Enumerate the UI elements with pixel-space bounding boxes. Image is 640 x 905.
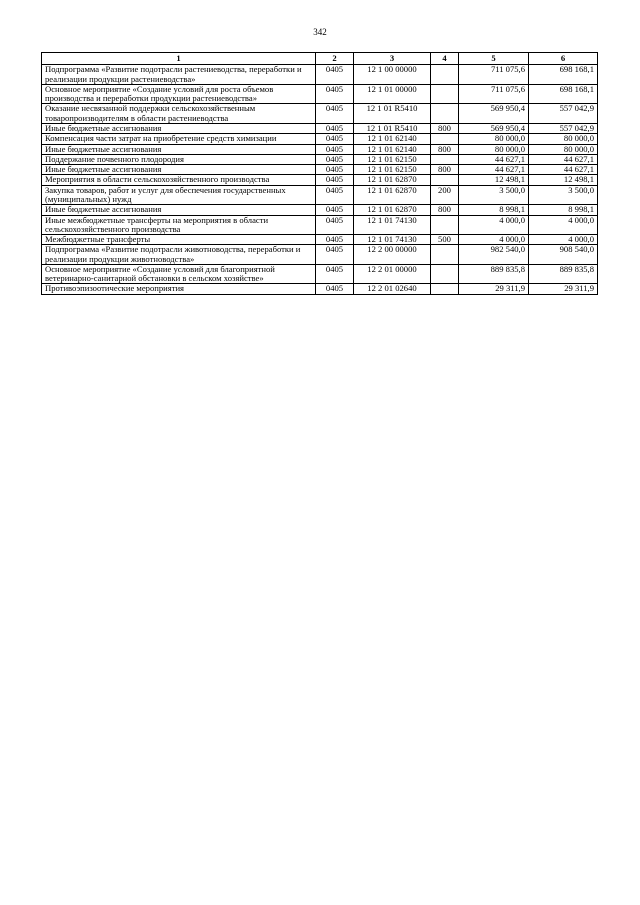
target-article-cell: 12 2 01 00000 [354, 264, 431, 284]
description-cell: Основное мероприятие «Создание условий для благоприятной ветеринарно-санитарной обстановки в сельском хозяйстве» [42, 264, 316, 284]
amount-year1-cell: 569 950,4 [459, 104, 529, 124]
amount-year2-cell: 557 042,9 [529, 123, 598, 133]
header-col-2: 2 [316, 53, 354, 65]
amount-year1-cell: 4 000,0 [459, 215, 529, 235]
amount-year1-cell: 711 075,6 [459, 65, 529, 85]
amount-year1-cell: 12 498,1 [459, 175, 529, 185]
amount-year1-cell: 8 998,1 [459, 205, 529, 215]
section-code-cell: 0405 [316, 245, 354, 265]
amount-year2-cell: 44 627,1 [529, 154, 598, 164]
section-code-cell: 0405 [316, 264, 354, 284]
table-row [42, 123, 598, 133]
amount-year1-cell: 3 500,0 [459, 185, 529, 205]
expense-type-cell [431, 284, 459, 294]
expense-type-cell [431, 245, 459, 265]
description-cell: Иные бюджетные ассигнования [42, 165, 316, 175]
header-col-4: 4 [431, 53, 459, 65]
header-col-1: 1 [42, 53, 316, 65]
section-code-cell: 0405 [316, 284, 354, 294]
description-cell: Основное мероприятие «Создание условий для роста объемов производства и переработки продукции растениеводства» [42, 84, 316, 104]
section-code-cell: 0405 [316, 205, 354, 215]
amount-year2-cell: 908 540,0 [529, 245, 598, 265]
description-cell: Подпрограмма «Развитие подотрасли животноводства, переработки и реализации продукции животноводства» [42, 245, 316, 265]
amount-year2-cell: 12 498,1 [529, 175, 598, 185]
section-code-cell: 0405 [316, 144, 354, 154]
table-row [42, 264, 598, 284]
section-code-cell: 0405 [316, 165, 354, 175]
table-row [42, 165, 598, 175]
target-article-cell: 12 1 01 62870 [354, 175, 431, 185]
description-cell: Иные бюджетные ассигнования [42, 123, 316, 133]
section-code-cell: 0405 [316, 123, 354, 133]
expense-type-cell [431, 154, 459, 164]
expense-type-cell [431, 134, 459, 144]
table-row [42, 84, 598, 104]
amount-year2-cell: 698 168,1 [529, 84, 598, 104]
amount-year1-cell: 569 950,4 [459, 123, 529, 133]
amount-year1-cell: 4 000,0 [459, 235, 529, 245]
amount-year1-cell: 80 000,0 [459, 144, 529, 154]
description-cell: Иные бюджетные ассигнования [42, 205, 316, 215]
section-code-cell: 0405 [316, 154, 354, 164]
table-row [42, 154, 598, 164]
amount-year1-cell: 711 075,6 [459, 84, 529, 104]
expense-type-cell [431, 84, 459, 104]
table-row [42, 185, 598, 205]
amount-year2-cell: 4 000,0 [529, 215, 598, 235]
table-body [42, 65, 598, 294]
target-article-cell: 12 1 01 62140 [354, 134, 431, 144]
header-col-6: 6 [529, 53, 598, 65]
target-article-cell: 12 1 00 00000 [354, 65, 431, 85]
amount-year1-cell: 44 627,1 [459, 165, 529, 175]
table-row [42, 144, 598, 154]
section-code-cell: 0405 [316, 104, 354, 124]
description-cell: Оказание несвязанной поддержки сельскохозяйственным товаропроизводителям в области растениеводства [42, 104, 316, 124]
table-row [42, 284, 598, 294]
expense-type-cell: 800 [431, 165, 459, 175]
header-row [42, 53, 598, 65]
table-row [42, 215, 598, 235]
expense-type-cell: 800 [431, 123, 459, 133]
amount-year2-cell: 889 835,8 [529, 264, 598, 284]
amount-year2-cell: 44 627,1 [529, 165, 598, 175]
page-number: 342 [313, 27, 327, 37]
description-cell: Компенсация части затрат на приобретение средств химизации [42, 134, 316, 144]
target-article-cell: 12 1 01 74130 [354, 215, 431, 235]
section-code-cell: 0405 [316, 235, 354, 245]
description-cell: Противоэпизоотические мероприятия [42, 284, 316, 294]
description-cell: Иные межбюджетные трансферты на мероприятия в области сельскохозяйственного производства [42, 215, 316, 235]
description-cell: Мероприятия в области сельскохозяйственного производства [42, 175, 316, 185]
section-code-cell: 0405 [316, 185, 354, 205]
expense-type-cell: 800 [431, 205, 459, 215]
amount-year2-cell: 4 000,0 [529, 235, 598, 245]
description-cell: Межбюджетные трансферты [42, 235, 316, 245]
amount-year2-cell: 29 311,9 [529, 284, 598, 294]
target-article-cell: 12 1 01 R5410 [354, 123, 431, 133]
expense-type-cell: 500 [431, 235, 459, 245]
expense-type-cell [431, 104, 459, 124]
target-article-cell: 12 2 00 00000 [354, 245, 431, 265]
description-cell: Иные бюджетные ассигнования [42, 144, 316, 154]
table-row [42, 104, 598, 124]
header-col-3: 3 [354, 53, 431, 65]
description-cell: Закупка товаров, работ и услуг для обеспечения государственных (муниципальных) нужд [42, 185, 316, 205]
target-article-cell: 12 2 01 02640 [354, 284, 431, 294]
expense-type-cell [431, 175, 459, 185]
amount-year1-cell: 29 311,9 [459, 284, 529, 294]
header-col-5: 5 [459, 53, 529, 65]
description-cell: Подпрограмма «Развитие подотрасли растениеводства, переработки и реализации продукции растениеводства» [42, 65, 316, 85]
expense-type-cell: 800 [431, 144, 459, 154]
table-row [42, 245, 598, 265]
expense-type-cell: 200 [431, 185, 459, 205]
table-row [42, 134, 598, 144]
expense-type-cell [431, 264, 459, 284]
amount-year2-cell: 698 168,1 [529, 65, 598, 85]
table-row [42, 235, 598, 245]
budget-table [41, 52, 598, 295]
amount-year2-cell: 80 000,0 [529, 134, 598, 144]
amount-year1-cell: 889 835,8 [459, 264, 529, 284]
section-code-cell: 0405 [316, 65, 354, 85]
table-header [42, 53, 598, 65]
target-article-cell: 12 1 01 74130 [354, 235, 431, 245]
target-article-cell: 12 1 01 62150 [354, 165, 431, 175]
target-article-cell: 12 1 01 62140 [354, 144, 431, 154]
table-row [42, 65, 598, 85]
target-article-cell: 12 1 01 62870 [354, 185, 431, 205]
section-code-cell: 0405 [316, 175, 354, 185]
target-article-cell: 12 1 01 62150 [354, 154, 431, 164]
amount-year2-cell: 80 000,0 [529, 144, 598, 154]
table-row [42, 175, 598, 185]
expense-type-cell [431, 215, 459, 235]
target-article-cell: 12 1 01 R5410 [354, 104, 431, 124]
section-code-cell: 0405 [316, 215, 354, 235]
amount-year1-cell: 80 000,0 [459, 134, 529, 144]
amount-year1-cell: 982 540,0 [459, 245, 529, 265]
table-row [42, 205, 598, 215]
amount-year2-cell: 8 998,1 [529, 205, 598, 215]
section-code-cell: 0405 [316, 84, 354, 104]
target-article-cell: 12 1 01 62870 [354, 205, 431, 215]
amount-year2-cell: 3 500,0 [529, 185, 598, 205]
description-cell: Поддержание почвенного плодородия [42, 154, 316, 164]
amount-year1-cell: 44 627,1 [459, 154, 529, 164]
expense-type-cell [431, 65, 459, 85]
target-article-cell: 12 1 01 00000 [354, 84, 431, 104]
section-code-cell: 0405 [316, 134, 354, 144]
amount-year2-cell: 557 042,9 [529, 104, 598, 124]
